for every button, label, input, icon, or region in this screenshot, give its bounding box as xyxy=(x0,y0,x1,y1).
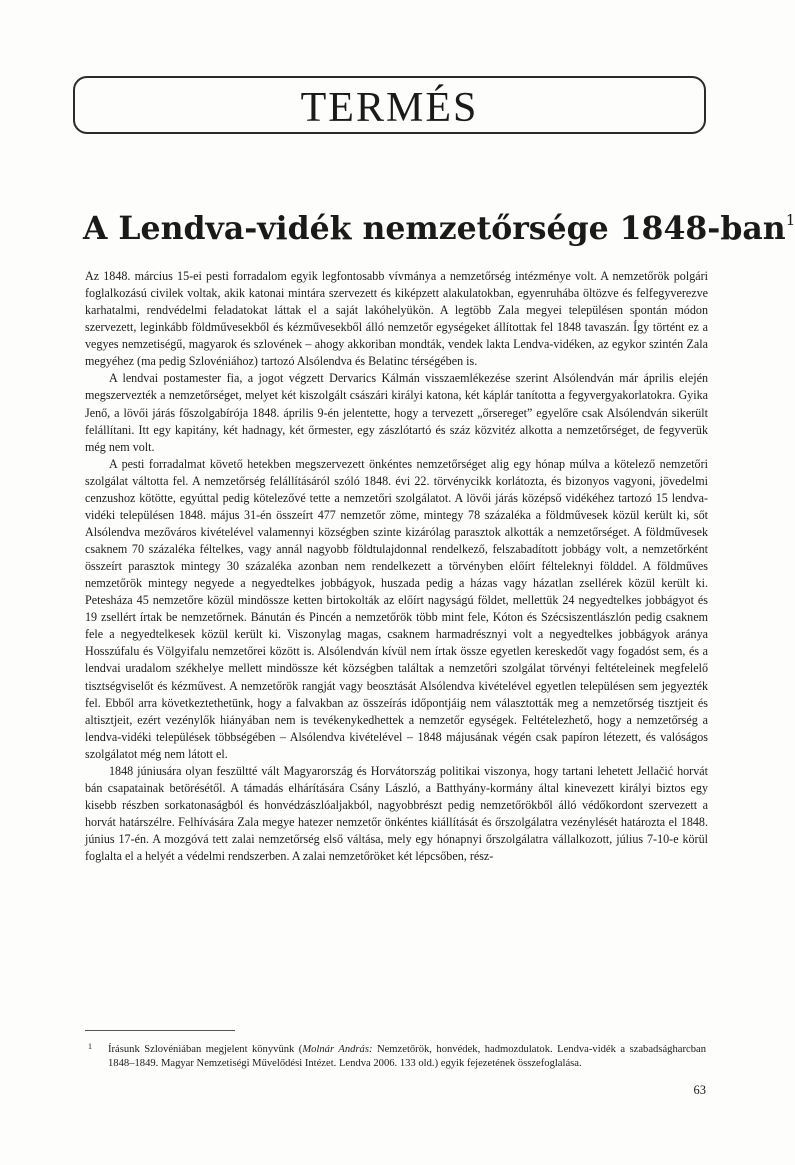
footnote-reference[interactable]: 1 xyxy=(785,211,795,229)
footnote-text xyxy=(108,1043,706,1072)
section-heading-box xyxy=(73,76,706,134)
paragraph: A lendvai postamester fia, a jogot végzett Dervarics Kálmán visszaemlékezése szerint Alsólendván már április elején megszervezték a nemzetőrséget, melyet két kiszolgált császári királyi katona, két káplár tanította a fegyvergyakorlatokra. Gyika Jenő, a lövői járás főszolgabírója 1848. április 9-én jelentette, hogy a tervezett „őrsereget” egyelőre csak Alsólendván sikerült felállítani. Itt egy kapitány, két hadnagy, két őrmester, egy zászlótartó és száz közvitéz alkotta a nemzetőrséget, de fegyverük még nem volt. xyxy=(85,371,708,454)
article-title xyxy=(83,210,795,247)
footnote-text-after: Nemzetőrök, honvédek, hadmozdulatok. Lendva-vidék a szabadságharcban 1848–1849. Magyar Nemzetiségi Művelődési Intézet. Lendva 2006. 133 old.) egyik fejezetének összefoglalása. xyxy=(108,1044,706,1070)
footnote-author: Molnár András: xyxy=(302,1044,373,1055)
paragraph: A pesti forradalmat követő hetekben megszervezett önkéntes nemzetőrséget alig egy hónap múlva a kötelező nemzetőri szolgálat váltotta fel. A nemzetőrség felállításáról szóló 1848. évi 22. törvénycikk korlátozta, és bizonyos vagyoni, jövedelmi cenzushoz kötötte, egyúttal pedig kötelezővé tette a nemzetőri szolgálatot. A lövői járás középső vidékéhez tartozó 15 lendva-vidéki településen 1848. május 31-én összeírt 477 nemzetőr zöme, mintegy 78 százaléka a földművesek közül került ki, sőt Alsólendva mezőváros kivételével valamennyi községben szinte kizárólag parasztok alkották a nemzetőrséget. A földművesek csaknem 70 százaléka féltelkes, vagy annál nagyobb földtulajdonnal rendelkező, felszabadított jobbágy volt, a nemzetőrként összeírt parasztok mintegy 30 százaléka azonban nem rendelkezett a törvényben előírt félteleknyi földdel. A földműves nemzetőrök mintegy negyede a negyedtelkes jobbágyok, huszada pedig a házas vagy házatlan zsellérek közül került ki. Petesháza 45 nemzetőre közül mindössze ketten birtokolták az előírt nagyságú földet, mellettük 24 negyedtelkes jobbágyot és 19 zsellért írtak be nemzetőrnek. Bánután és Pincén a nemzetőrök több mint fele, Kóton és Szécsiszentlászlón pedig csaknem fele a negyedtelkesek közül került ki. Viszonylag magas, csaknem harmadrésznyi volt a negyedtelkes jobbágyok aránya Hosszúfalu és Völgyifalu nemzetőrei között is. Alsólendván kívül nem írtak össze egyetlen kereskedőt vagy fogadóst sem, és a lendvai uradalom székhelye mellett mindössze két községben találtak a nemzetőri szolgálat törvényi feltételeinek megfelelő tisztségviselőt és kézművest. A nemzetőrök rangját vagy beosztását Alsólendva kivételével egyetlen településen sem jegyezték fel. Ebből arra következtethetünk, hogy a falvakban az összeírás időpontjáig nem választották meg a nemzetőrség tisztjeit és altisztjeit, ezért vezénylők hiányában nem is tevékenykedhettek a nemzetőr egységek. Feltételezhető, hogy a nemzetőrség a lendva-vidéki települések többségében – Alsólendva kivételével – 1848 májusának végén csak papíron létezett, és valóságos szolgálatot még nem látott el. xyxy=(85,456,708,761)
footnote-text-before: Írásunk Szlovéniában megjelent könyvünk ( xyxy=(108,1044,303,1055)
article-title-text: A Lendva-vidék nemzetőrsége 1848-ban xyxy=(83,210,786,247)
section-heading: TERMÉS xyxy=(300,85,479,131)
article-body xyxy=(85,268,708,865)
footnote-marker: 1 xyxy=(88,1042,92,1051)
footnote xyxy=(88,1043,706,1072)
footnote-divider xyxy=(85,1030,235,1031)
paragraph: Az 1848. március 15-ei pesti forradalom egyik legfontosabb vívmánya a nemzetőrség intézménye volt. A nemzetőrök polgári foglalkozású civilek voltak, akik katonai mintára szervezett és kiképzett alakulatokban, egyenruhába öltözve és felfegyverezve karhatalmi, rendvédelmi feladatokat láttak el a saját lakóhelyükön. A legtöbb Zala megyei településen spontán módon szervezett, leginkább földművesekből és kézművesekből álló nemzetőr egységeket állítottak fel 1848 tavaszán. Így történt ez a vegyes nemzetiségű, magyarok és szlovének – ahogy akkoriban mondták, vendek lakta Lendva-vidéken, az egykor szintén Zala megyéhez (ma pedig Szlovéniához) tartozó Alsólendva és Belatinc térségében is. xyxy=(85,269,708,369)
paragraph: 1848 júniusára olyan feszültté vált Magyarország és Horvátország politikai viszonya, hogy tartani lehetett Jellačić horvát bán csapatainak betörésétől. A támadás elhárítására Csány László, a Batthyány-kormány által kinevezett királyi biztos egy kisebb részben sorkatonaságból és honvédzászlóaljakból, nagyobbrészt pedig nemzetőrökből álló védőkordont szervezett a horvát határszélre. Felhívására Zala megye hatezer nemzetőr önkéntes kiállítását és őrszolgálatra vezénylését határozta el 1848. június 17-én. A mozgóvá tett zalai nemzetőrség első váltása, mely egy hónapnyi őrszolgálatra vállalkozott, július 7-10-e körül foglalta el a helyét a védelmi rendszerben. A zalai nemzetőröket két lépcsőben, rész- xyxy=(85,763,708,864)
page-number: 63 xyxy=(693,1083,706,1097)
